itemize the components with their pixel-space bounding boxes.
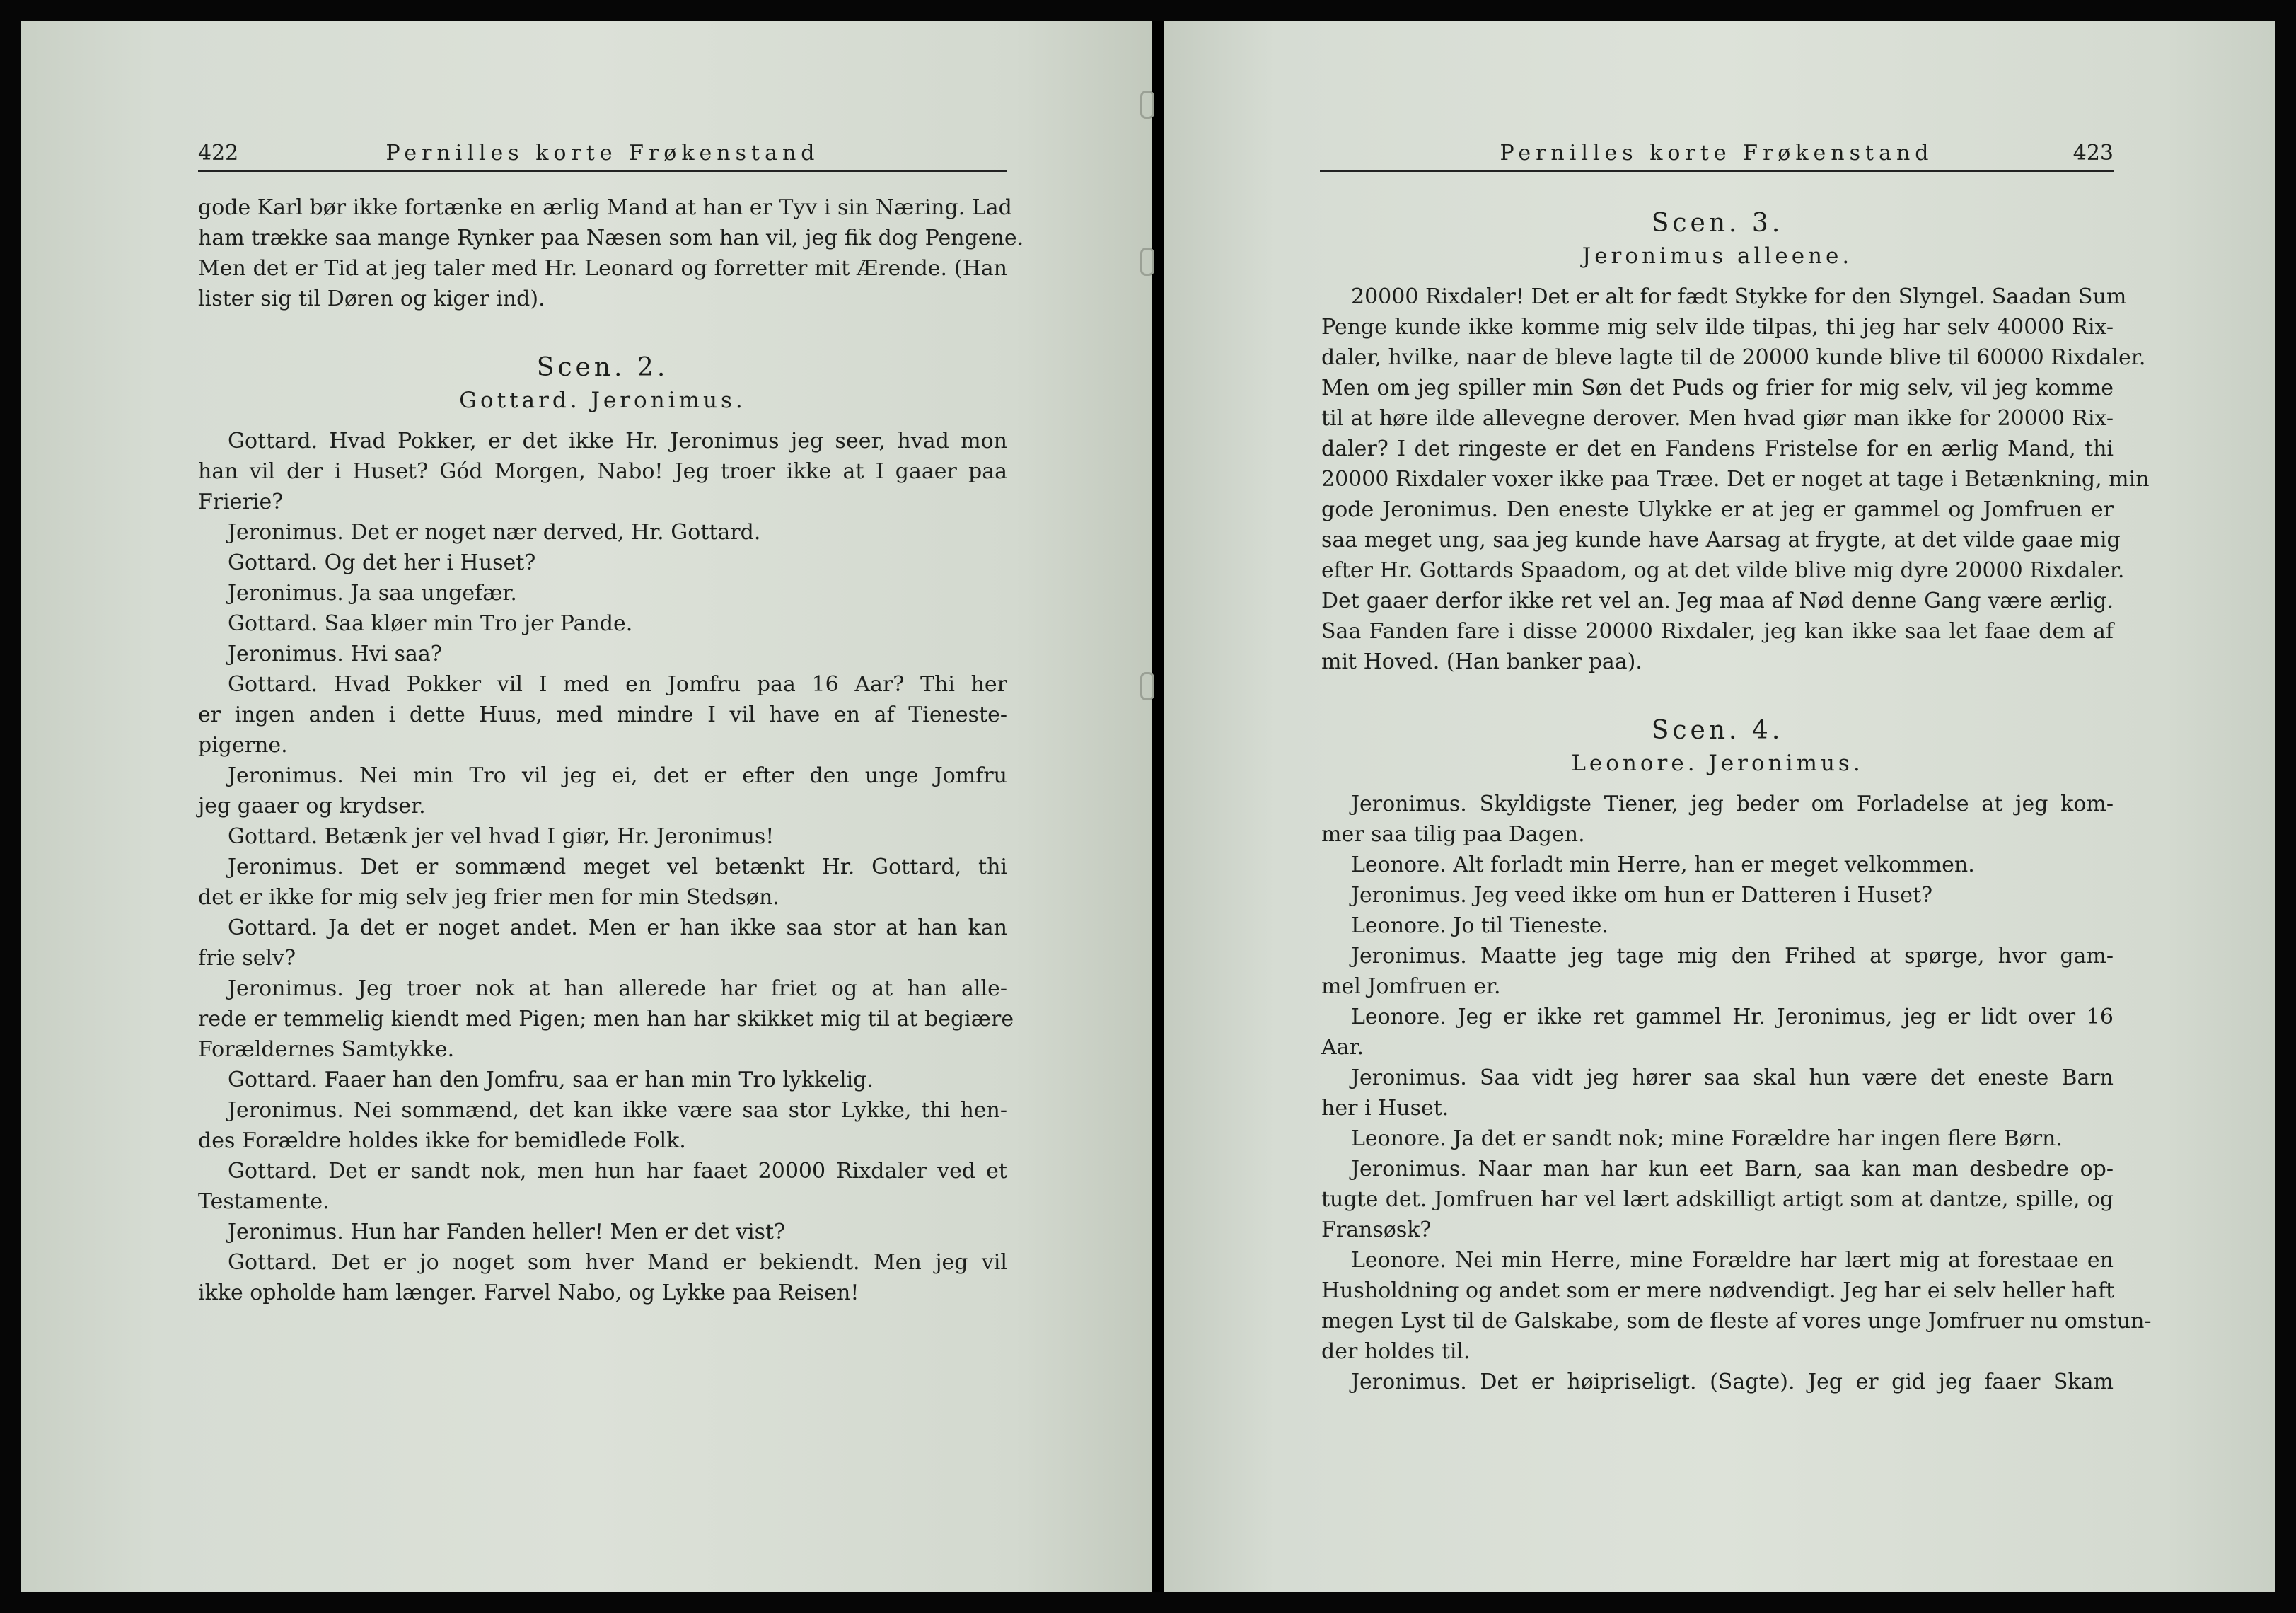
text-line: pigerne. xyxy=(198,733,288,758)
text-line: Jeronimus. Det er sommænd meget vel betænkt Hr. Gottard, thi xyxy=(228,855,1007,879)
text-line: Jeronimus. Nei min Tro vil jeg ei, det er efter den unge Jomfru xyxy=(228,763,1007,788)
text-line: her i Huset. xyxy=(1321,1096,1449,1121)
text-line: 20000 Rixdaler voxer ikke paa Træe. Det er noget at tage i Betænkning, min xyxy=(1321,467,2150,492)
text-line: Det gaaer derfor ikke ret vel an. Jeg maa af Nød denne Gang være ærlig. xyxy=(1321,589,2114,613)
left-page-body xyxy=(198,192,1024,1308)
text-line: 20000 Rixdaler! Det er alt for fædt Stykke for den Slyngel. Saadan Sum xyxy=(1351,284,2127,309)
text-line: Men om jeg spiller min Søn det Puds og frier for mig selv, vil jeg komme xyxy=(1321,376,2114,400)
text-line: lister sig til Døren og kiger ind). xyxy=(198,287,545,311)
text-line: ikke opholde ham længer. Farvel Nabo, og Lykke paa Reisen! xyxy=(198,1280,859,1305)
text-line: tugte det. Jomfruen har vel lært adskilligt artigt som at dantze, spille, og xyxy=(1321,1187,2114,1212)
text-line: des Forældre holdes ikke for bemidlede Folk. xyxy=(198,1128,686,1153)
text-line: jeg gaaer og krydser. xyxy=(198,794,426,819)
text-line: Jeronimus. Maatte jeg tage mig den Frihed at spørge, hvor gam- xyxy=(1351,944,2114,969)
text-line: Jeronimus. Nei sommænd, det kan ikke være saa stor Lykke, thi hen- xyxy=(228,1098,1007,1123)
text-line: Gottard. Det er sandt nok, men hun har faaet 20000 Rixdaler ved et xyxy=(228,1159,1007,1184)
binding-ring xyxy=(1140,248,1154,276)
text-line: Jeronimus. Hun har Fanden heller! Men er det vist? xyxy=(228,1220,786,1244)
text-line: Fransøsk? xyxy=(1321,1218,1432,1242)
scene-heading: Scen. 3. xyxy=(1651,209,1784,238)
text-line: Jeronimus. Saa vidt jeg hører saa skal hun være det eneste Barn xyxy=(1351,1065,2114,1090)
page-number: 423 xyxy=(2072,141,2114,166)
text-line: Husholdning og andet som er mere nødvendigt. Jeg har ei selv heller haft xyxy=(1321,1278,2115,1303)
binding-ring xyxy=(1140,91,1154,119)
text-line: Gottard. Hvad Pokker vil I med en Jomfru paa 16 Aar? Thi her xyxy=(228,672,1007,697)
scene-heading: Scen. 2. xyxy=(536,353,669,382)
running-title: Pernilles korte Frøkenstand xyxy=(385,141,820,166)
text-line: det er ikke for mig selv jeg frier men for min Stedsøn. xyxy=(198,885,779,910)
text-line: Gottard. Og det her i Huset? xyxy=(228,550,536,575)
text-line: Leonore. Alt forladt min Herre, han er meget velkommen. xyxy=(1351,852,1975,877)
text-line: Jeronimus. Hvi saa? xyxy=(228,642,442,666)
right-page-body xyxy=(1321,207,2152,1397)
text-line: til at høre ilde allevegne derover. Men hvad giør man ikke for 20000 Rix- xyxy=(1321,406,2114,431)
text-line: Penge kunde ikke komme mig selv ilde tilpas, thi jeg har selv 40000 Rix- xyxy=(1321,315,2114,340)
text-line: saa meget ung, saa jeg kunde have Aarsag at frygte, at det vilde gaae mig xyxy=(1321,528,2121,553)
text-line: ham trække saa mange Rynker paa Næsen som han vil, jeg fik dog Pengene. xyxy=(198,226,1024,250)
page-number: 422 xyxy=(198,141,239,166)
scene-characters: Gottard. Jeronimus. xyxy=(459,388,746,413)
text-line: daler, hvilke, naar de bleve lagte til de 20000 kunde blive til 60000 Rixdaler. xyxy=(1321,345,2146,370)
text-line: mel Jomfruen er. xyxy=(1321,974,1501,999)
text-line: der holdes til. xyxy=(1321,1339,1471,1364)
text-line: gode Karl bør ikke fortænke en ærlig Mand at han er Tyv i sin Næring. Lad xyxy=(198,195,1012,220)
text-line: Testamente. xyxy=(198,1189,330,1214)
text-line: frie selv? xyxy=(198,946,296,971)
text-line: Leonore. Jo til Tieneste. xyxy=(1351,913,1608,938)
text-line: er ingen anden i dette Huus, med mindre I vil have en af Tieneste- xyxy=(198,703,1007,727)
text-line: Jeronimus. Skyldigste Tiener, jeg beder om Forladelse at jeg kom- xyxy=(1351,792,2114,816)
left-page-header xyxy=(198,134,1007,172)
binding-ring xyxy=(1140,672,1154,700)
text-line: megen Lyst til de Galskabe, som de fleste af vores unge Jomfruer nu omstun- xyxy=(1321,1309,2152,1334)
scene3-monologue xyxy=(1321,282,2150,677)
scene-heading: Scen. 4. xyxy=(1651,716,1784,745)
left-page xyxy=(21,21,1152,1592)
scene-characters: Jeronimus alleene. xyxy=(1582,243,1853,269)
text-line: Saa Fanden fare i disse 20000 Rixdaler, jeg kan ikke saa let faae dem af xyxy=(1321,619,2114,644)
text-line: Gottard. Saa kløer min Tro jer Pande. xyxy=(228,611,633,636)
text-line: Gottard. Ja det er noget andet. Men er han ikke saa stor at han kan xyxy=(228,915,1007,940)
scene-characters: Leonore. Jeronimus. xyxy=(1571,751,1864,776)
text-line: efter Hr. Gottards Spaadom, og at det vilde blive mig dyre 20000 Rixdaler. xyxy=(1321,558,2125,583)
text-line: Jeronimus. Jeg troer nok at han allerede har friet og at han alle- xyxy=(228,976,1007,1001)
scene2-dialogue xyxy=(198,426,1014,1308)
text-line: Gottard. Det er jo noget som hver Mand er bekiendt. Men jeg vil xyxy=(228,1250,1007,1275)
text-line: Leonore. Nei min Herre, mine Forældre har lært mig at forestaae en xyxy=(1351,1248,2114,1273)
text-line: Leonore. Ja det er sandt nok; mine Forældre har ingen flere Børn. xyxy=(1351,1126,2063,1151)
text-line: Forældernes Samtykke. xyxy=(198,1037,455,1062)
text-line: mer saa tilig paa Dagen. xyxy=(1321,822,1585,847)
text-line: Jeronimus. Ja saa ungefær. xyxy=(228,581,517,606)
text-line: Jeronimus. Det er noget nær derved, Hr. Gottard. xyxy=(228,520,761,545)
text-line: Jeronimus. Det er høipriseligt. (Sagte). Jeg er gid jeg faaer Skam xyxy=(1351,1370,2114,1394)
right-page-header xyxy=(1320,134,2114,172)
text-line: Gottard. Betænk jer vel hvad I giør, Hr. Jeronimus! xyxy=(228,824,775,849)
scene1-ending xyxy=(198,192,1024,314)
text-line: daler? I det ringeste er det en Fandens Fristelse for en ærlig Mand, thi xyxy=(1321,437,2114,461)
text-line: mit Hoved. (Han banker paa). xyxy=(1321,649,1642,674)
text-line: Jeronimus. Naar man har kun eet Barn, saa kan man desbedre op- xyxy=(1351,1157,2114,1181)
text-line: Frierie? xyxy=(198,490,284,514)
right-page xyxy=(1164,21,2275,1592)
text-line: Gottard. Hvad Pokker, er det ikke Hr. Jeronimus jeg seer, hvad mon xyxy=(228,429,1007,453)
scene4-dialogue xyxy=(1321,789,2152,1397)
text-line: Leonore. Jeg er ikke ret gammel Hr. Jeronimus, jeg er lidt over 16 xyxy=(1351,1005,2114,1029)
text-line: Jeronimus. Jeg veed ikke om hun er Datteren i Huset? xyxy=(1351,883,1933,908)
text-line: rede er temmelig kiendt med Pigen; men han har skikket mig til at begiære xyxy=(198,1007,1014,1031)
text-line: han vil der i Huset? Gód Morgen, Nabo! Jeg troer ikke at I gaaer paa xyxy=(198,459,1007,484)
text-line: Gottard. Faaer han den Jomfru, saa er han min Tro lykkelig. xyxy=(228,1068,874,1092)
text-line: gode Jeronimus. Den eneste Ulykke er at jeg er gammel og Jomfruen er xyxy=(1321,497,2114,522)
text-line: Aar. xyxy=(1321,1035,1364,1060)
running-title: Pernilles korte Frøkenstand xyxy=(1500,141,1934,166)
text-line: Men det er Tid at jeg taler med Hr. Leonard og forretter mit Ærende. (Han xyxy=(198,256,1007,281)
